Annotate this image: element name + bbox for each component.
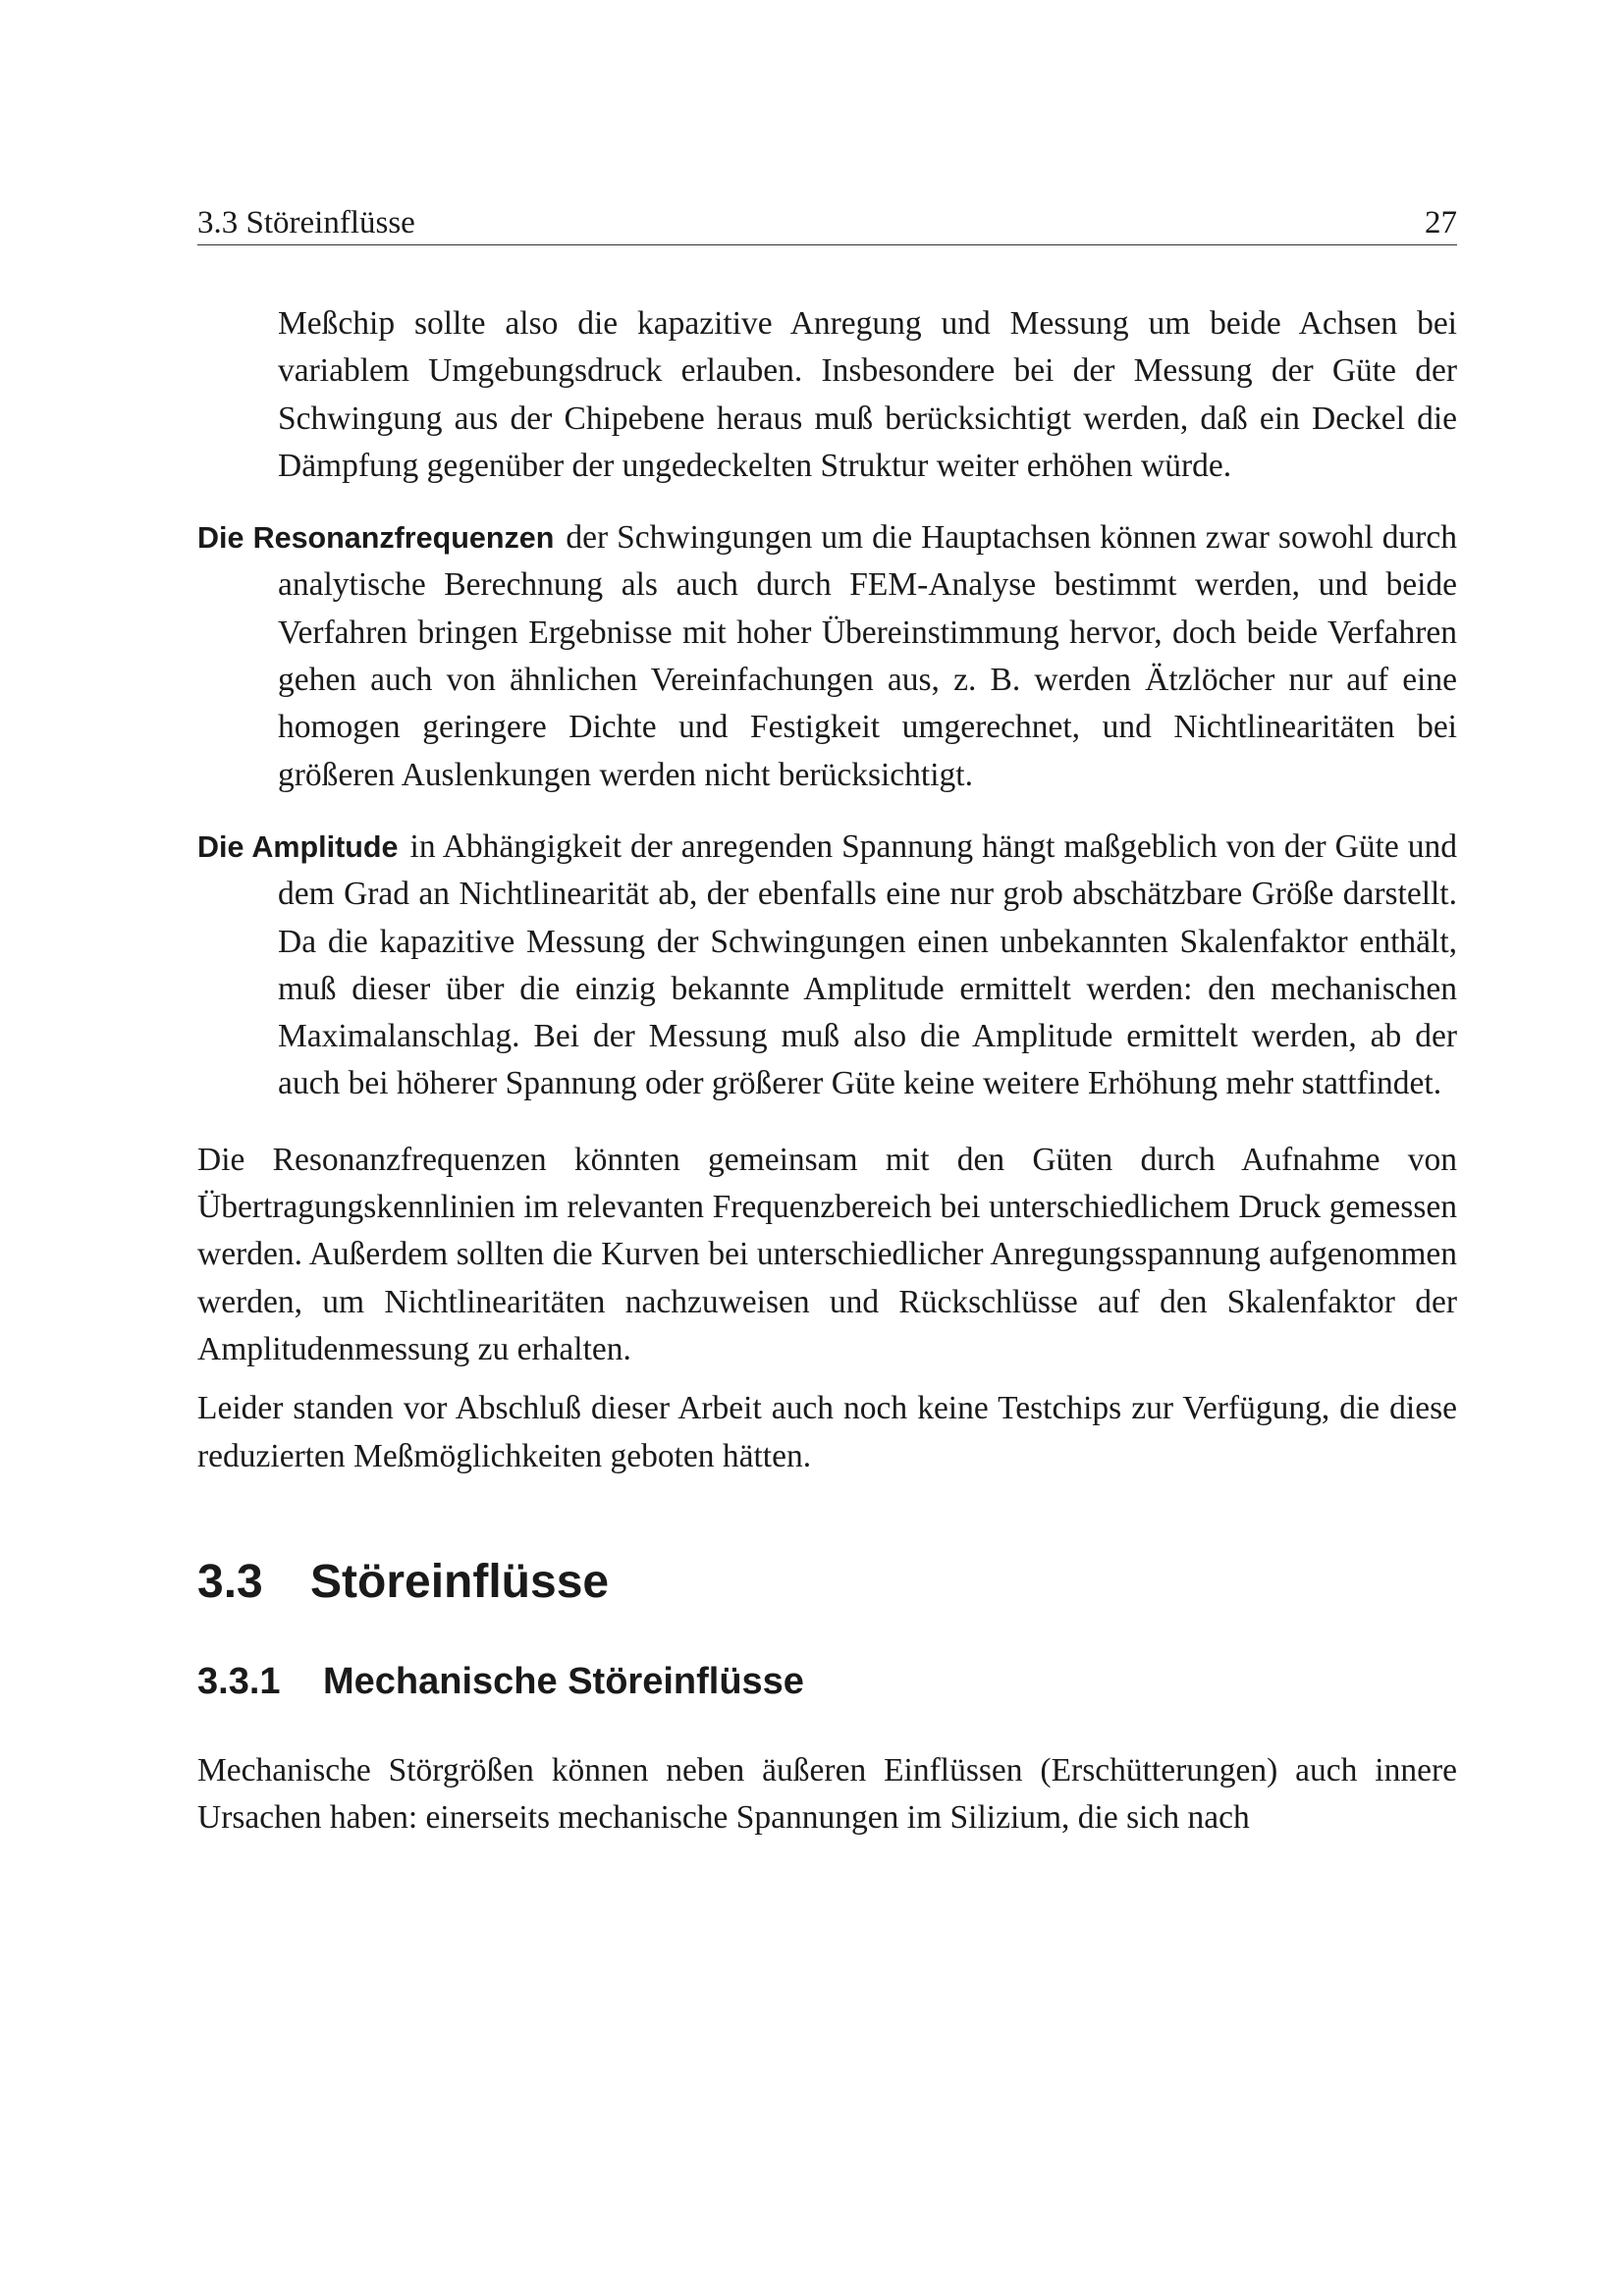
section-title: Störeinflüsse [310,1555,610,1608]
description-term: Die Amplitude [197,829,399,864]
description-text: in Abhängigkeit der anregenden Spannung hängt maßgeblich von der Güte und dem Grad an Nichtlinearität ab, der ebenfalls eine nur grob abschätzbare Größe darstellt. Da die kapazitive Messung der Schwingungen einen unbekannten Skalenfaktor enthält, muß dieser über die einzig bekannte Amplitude ermittelt werden: den mechanischen Maximalanschlag. Bei der Messung muß also die Amplitude ermittelt werden, ab der auch bei höherer Spannung oder größerer Güte keine weitere Erhöhung mehr stattfindet. [278,828,1457,1102]
page-body [197,300,1457,1842]
section-number: 3.3 [197,1555,263,1608]
description-term: Die Resonanzfrequenzen [197,521,555,556]
subsection-number: 3.3.1 [197,1660,281,1702]
body-paragraph: Die Resonanzfrequenzen könnten gemeinsam mit den Güten durch Aufnahme von Übertragungskennlinien im relevanten Frequenzbereich bei unterschiedlichem Druck gemessen werden. Außerdem sollten die Kurven bei unterschiedlicher Anregungsspannung aufgenommen werden, um Nichtlinearitäten nachzuweisen und Rückschlüsse auf den Skalenfaktor der Amplitudenmessung zu erhalten. [197,1141,1457,1367]
continued-paragraph: Meßchip sollte also die kapazitive Anregung und Messung um beide Achsen bei variablem Umgebungsdruck erlauben. Insbesondere bei der Messung der Güte der Schwingung aus der Chipebene heraus muß berücksichtigt werden, daß ein Deckel die Dämpfung gegenüber der ungedeckelten Struktur weiter erhöhen würde. [278,305,1457,484]
description-item-amplitude [197,824,1457,1108]
description-item-resonance [197,514,1457,799]
description-text: der Schwingungen um die Hauptachsen können zwar sowohl durch analytische Berechnung als auch durch FEM-Analyse bestimmt werden, und beide Verfahren bringen Ergebnisse mit hoher Übereinstimmung hervor, doch beide Verfahren gehen auch von ähnlichen Vereinfachungen aus, z. B. werden Ätzlöcher nur auf eine homogen geringere Dichte und Festigkeit umgerechnet, und Nichtlinearitäten bei größeren Auslenkungen werden nicht berücksichtigt. [278,519,1457,793]
subsection-title: Mechanische Störeinflüsse [323,1660,804,1702]
running-header [197,201,1457,245]
section-heading [197,1553,1457,1612]
page-number: 27 [1425,205,1457,240]
body-paragraph: Leider standen vor Abschluß dieser Arbeit auch noch keine Testchips zur Verfügung, die diese reduzierten Meßmöglichkeiten geboten hätten. [197,1390,1457,1474]
subsection-heading [197,1657,1457,1706]
body-paragraph: Mechanische Störgrößen können neben äußeren Einflüssen (Erschütterungen) auch innere Ursachen haben: einerseits mechanische Spannungen im Silizium, die sich nach [197,1751,1457,1837]
running-title: 3.3 Störeinflüsse [197,205,415,240]
